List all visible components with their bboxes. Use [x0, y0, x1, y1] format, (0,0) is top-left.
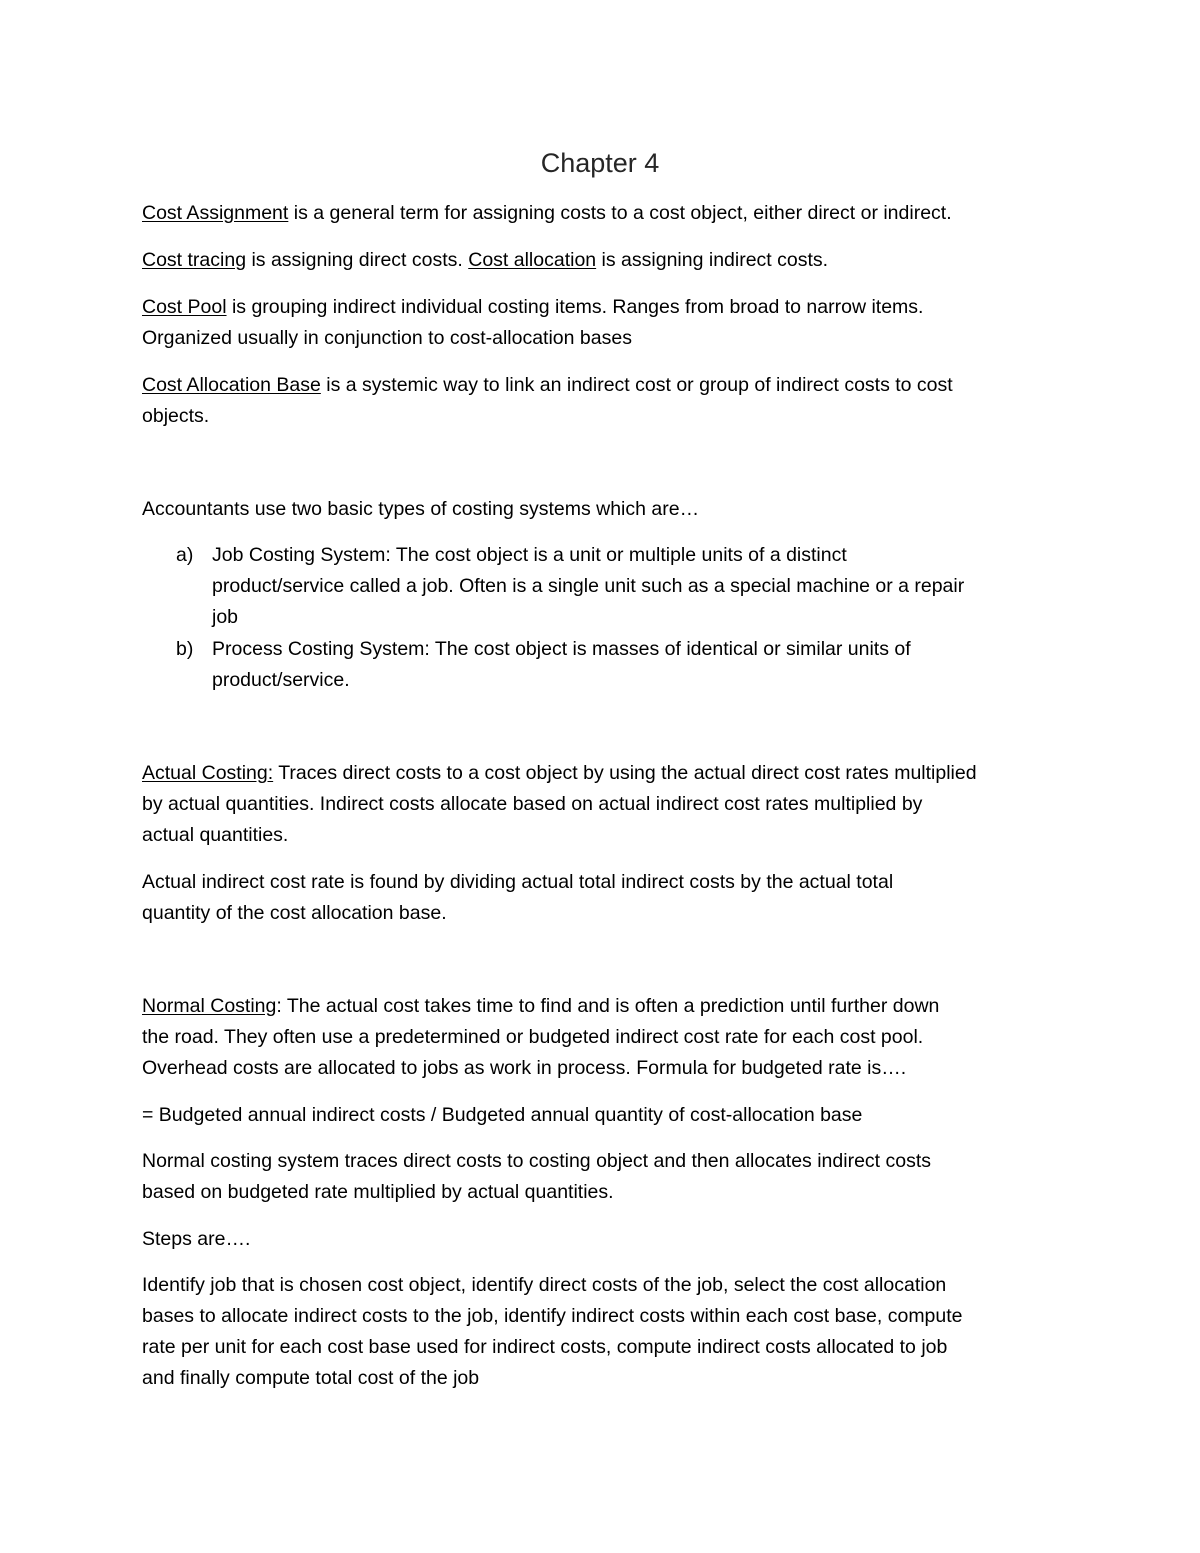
cost-pool-line-2: Organized usually in conjunction to cost-allocation bases	[142, 327, 632, 349]
steps-line-2: bases to allocate indirect costs to the job, identify indirect costs within each cost base, compute	[142, 1305, 963, 1327]
cost-pool-term: Cost Pool	[142, 296, 227, 318]
list-item-b-marker: b)	[176, 638, 194, 660]
actual-costing-definition: Traces direct costs to a cost object by using the actual direct cost rates multiplied	[273, 762, 977, 784]
list-item-a-line-1: Job Costing System: The cost object is a unit or multiple units of a distinct	[212, 544, 847, 566]
steps-line-1: Identify job that is chosen cost object, identify direct costs of the job, select the cost allocation	[142, 1274, 947, 1296]
cost-assignment-paragraph	[142, 198, 952, 228]
steps-heading: Steps are….	[142, 1228, 251, 1250]
list-item-a-line-2: product/service called a job. Often is a single unit such as a special machine or a repair	[212, 575, 965, 597]
actual-costing-line-3: actual quantities.	[142, 824, 289, 846]
cost-assignment-term: Cost Assignment	[142, 202, 289, 224]
steps-line-3: rate per unit for each cost base used for indirect costs, compute indirect costs allocated to job	[142, 1336, 948, 1358]
normal-system-line-2: based on budgeted rate multiplied by actual quantities.	[142, 1181, 614, 1203]
steps-line-4: and finally compute total cost of the job	[142, 1367, 480, 1389]
cost-allocation-definition: is assigning indirect costs.	[596, 249, 829, 271]
actual-costing-line-2: by actual quantities. Indirect costs allocate based on actual indirect cost rates multiplied by	[142, 793, 923, 815]
cost-tracing-definition: is assigning direct costs.	[246, 249, 469, 271]
cost-allocation-base-term: Cost Allocation Base	[142, 374, 321, 396]
cost-pool-paragraph	[142, 292, 923, 322]
cost-allocation-base-paragraph	[142, 370, 953, 400]
cost-assignment-definition: is a general term for assigning costs to a cost object, either direct or indirect.	[288, 202, 952, 224]
cost-tracing-paragraph	[142, 245, 828, 275]
normal-costing-paragraph	[142, 991, 939, 1021]
cost-tracing-term: Cost tracing	[142, 249, 247, 271]
normal-costing-definition: : The actual cost takes time to find and is often a prediction until further down	[276, 995, 940, 1017]
list-item-b-line-2: product/service.	[212, 669, 350, 691]
normal-system-line-1: Normal costing system traces direct costs to costing object and then allocates indirect costs	[142, 1150, 932, 1172]
normal-costing-line-3: Overhead costs are allocated to jobs as work in process. Formula for budgeted rate is….	[142, 1057, 907, 1079]
actual-rate-line-1: Actual indirect cost rate is found by dividing actual total indirect costs by the actual total	[142, 871, 894, 893]
cost-allocation-base-definition: is a systemic way to link an indirect cost or group of indirect costs to cost	[320, 374, 953, 396]
normal-costing-line-2: the road. They often use a predetermined or budgeted indirect cost rate for each cost pool.	[142, 1026, 924, 1048]
cost-allocation-base-line-2: objects.	[142, 405, 210, 427]
actual-costing-term: Actual Costing:	[142, 762, 274, 784]
list-item-a-line-3: job	[212, 606, 239, 628]
list-item-a-marker: a)	[176, 544, 194, 566]
cost-pool-definition: is grouping indirect individual costing items. Ranges from broad to narrow items.	[226, 296, 924, 318]
cost-allocation-term: Cost allocation	[468, 249, 597, 271]
actual-costing-paragraph	[142, 758, 977, 788]
costing-systems-intro: Accountants use two basic types of costing systems which are…	[142, 498, 700, 520]
list-item-b-line-1: Process Costing System: The cost object is masses of identical or similar units of	[212, 638, 911, 660]
page-title: Chapter 4	[540, 148, 660, 178]
budgeted-rate-formula: = Budgeted annual indirect costs / Budgeted annual quantity of cost-allocation base	[142, 1104, 863, 1126]
normal-costing-term: Normal Costing	[142, 995, 277, 1017]
actual-rate-line-2: quantity of the cost allocation base.	[142, 902, 447, 924]
